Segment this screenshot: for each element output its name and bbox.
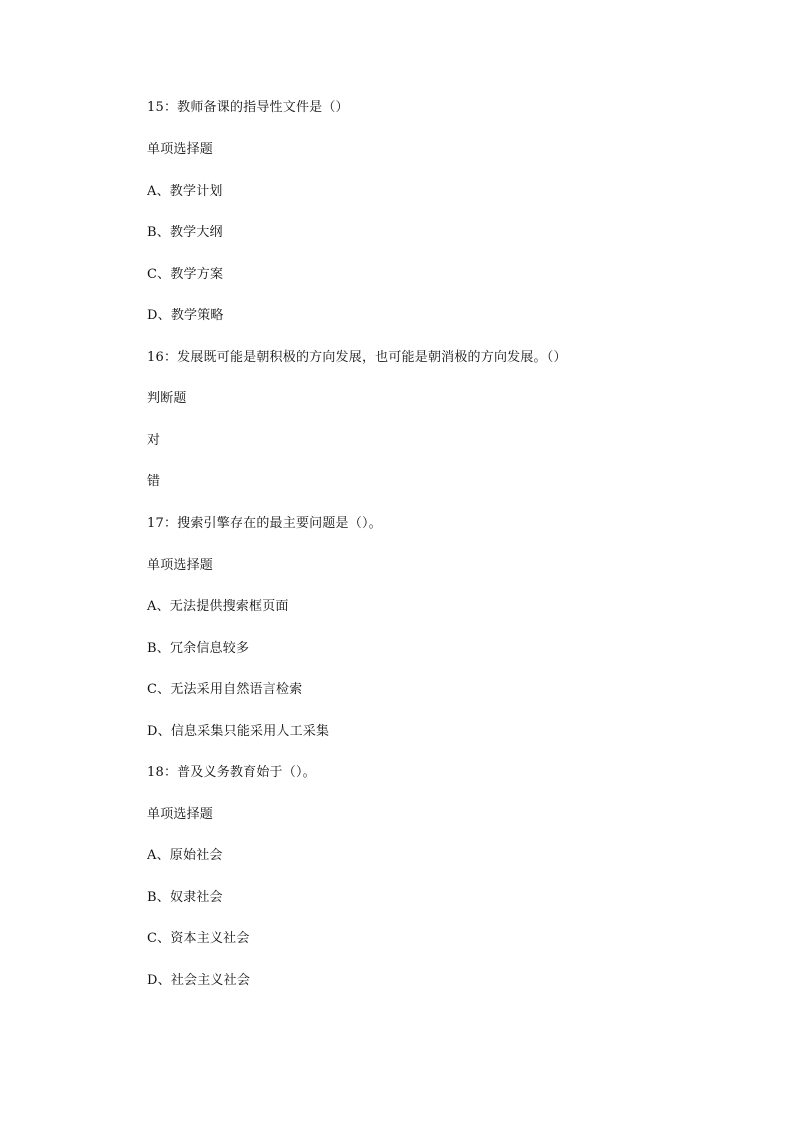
question-16-type: 判断题 [147,391,187,406]
question-18-stem: 18：普及义务教育始于（）。 [147,765,316,780]
question-15-option-b: B、教学大纲 [147,225,223,240]
question-16-option-true: 对 [147,433,161,448]
question-15-option-a: A、教学计划 [147,184,223,199]
question-17-stem: 17：搜索引擎存在的最主要问题是（）。 [147,516,382,531]
question-16-stem: 16：发展既可能是朝积极的方向发展，也可能是朝消极的方向发展。（） [147,350,567,365]
question-15-option-c: C、教学方案 [147,267,224,282]
question-18-option-b: B、奴隶社会 [147,890,223,905]
question-18-option-c: C、资本主义社会 [147,931,250,946]
question-17-type: 单项选择题 [147,558,214,573]
question-17-option-b: B、冗余信息较多 [147,641,250,656]
question-15-type: 单项选择题 [147,142,214,157]
question-15-stem: 15：教师备课的指导性文件是（） [147,100,349,115]
question-18-type: 单项选择题 [147,807,214,822]
question-17-option-d: D、信息采集只能采用人工采集 [147,724,330,739]
question-17-option-c: C、无法采用自然语言检索 [147,682,303,697]
question-18-option-a: A、原始社会 [147,848,223,863]
question-15-option-d: D、教学策略 [147,308,224,323]
question-18-option-d: D、社会主义社会 [147,973,251,988]
question-16-option-false: 错 [147,474,161,489]
question-17-option-a: A、无法提供搜索框页面 [147,599,289,614]
